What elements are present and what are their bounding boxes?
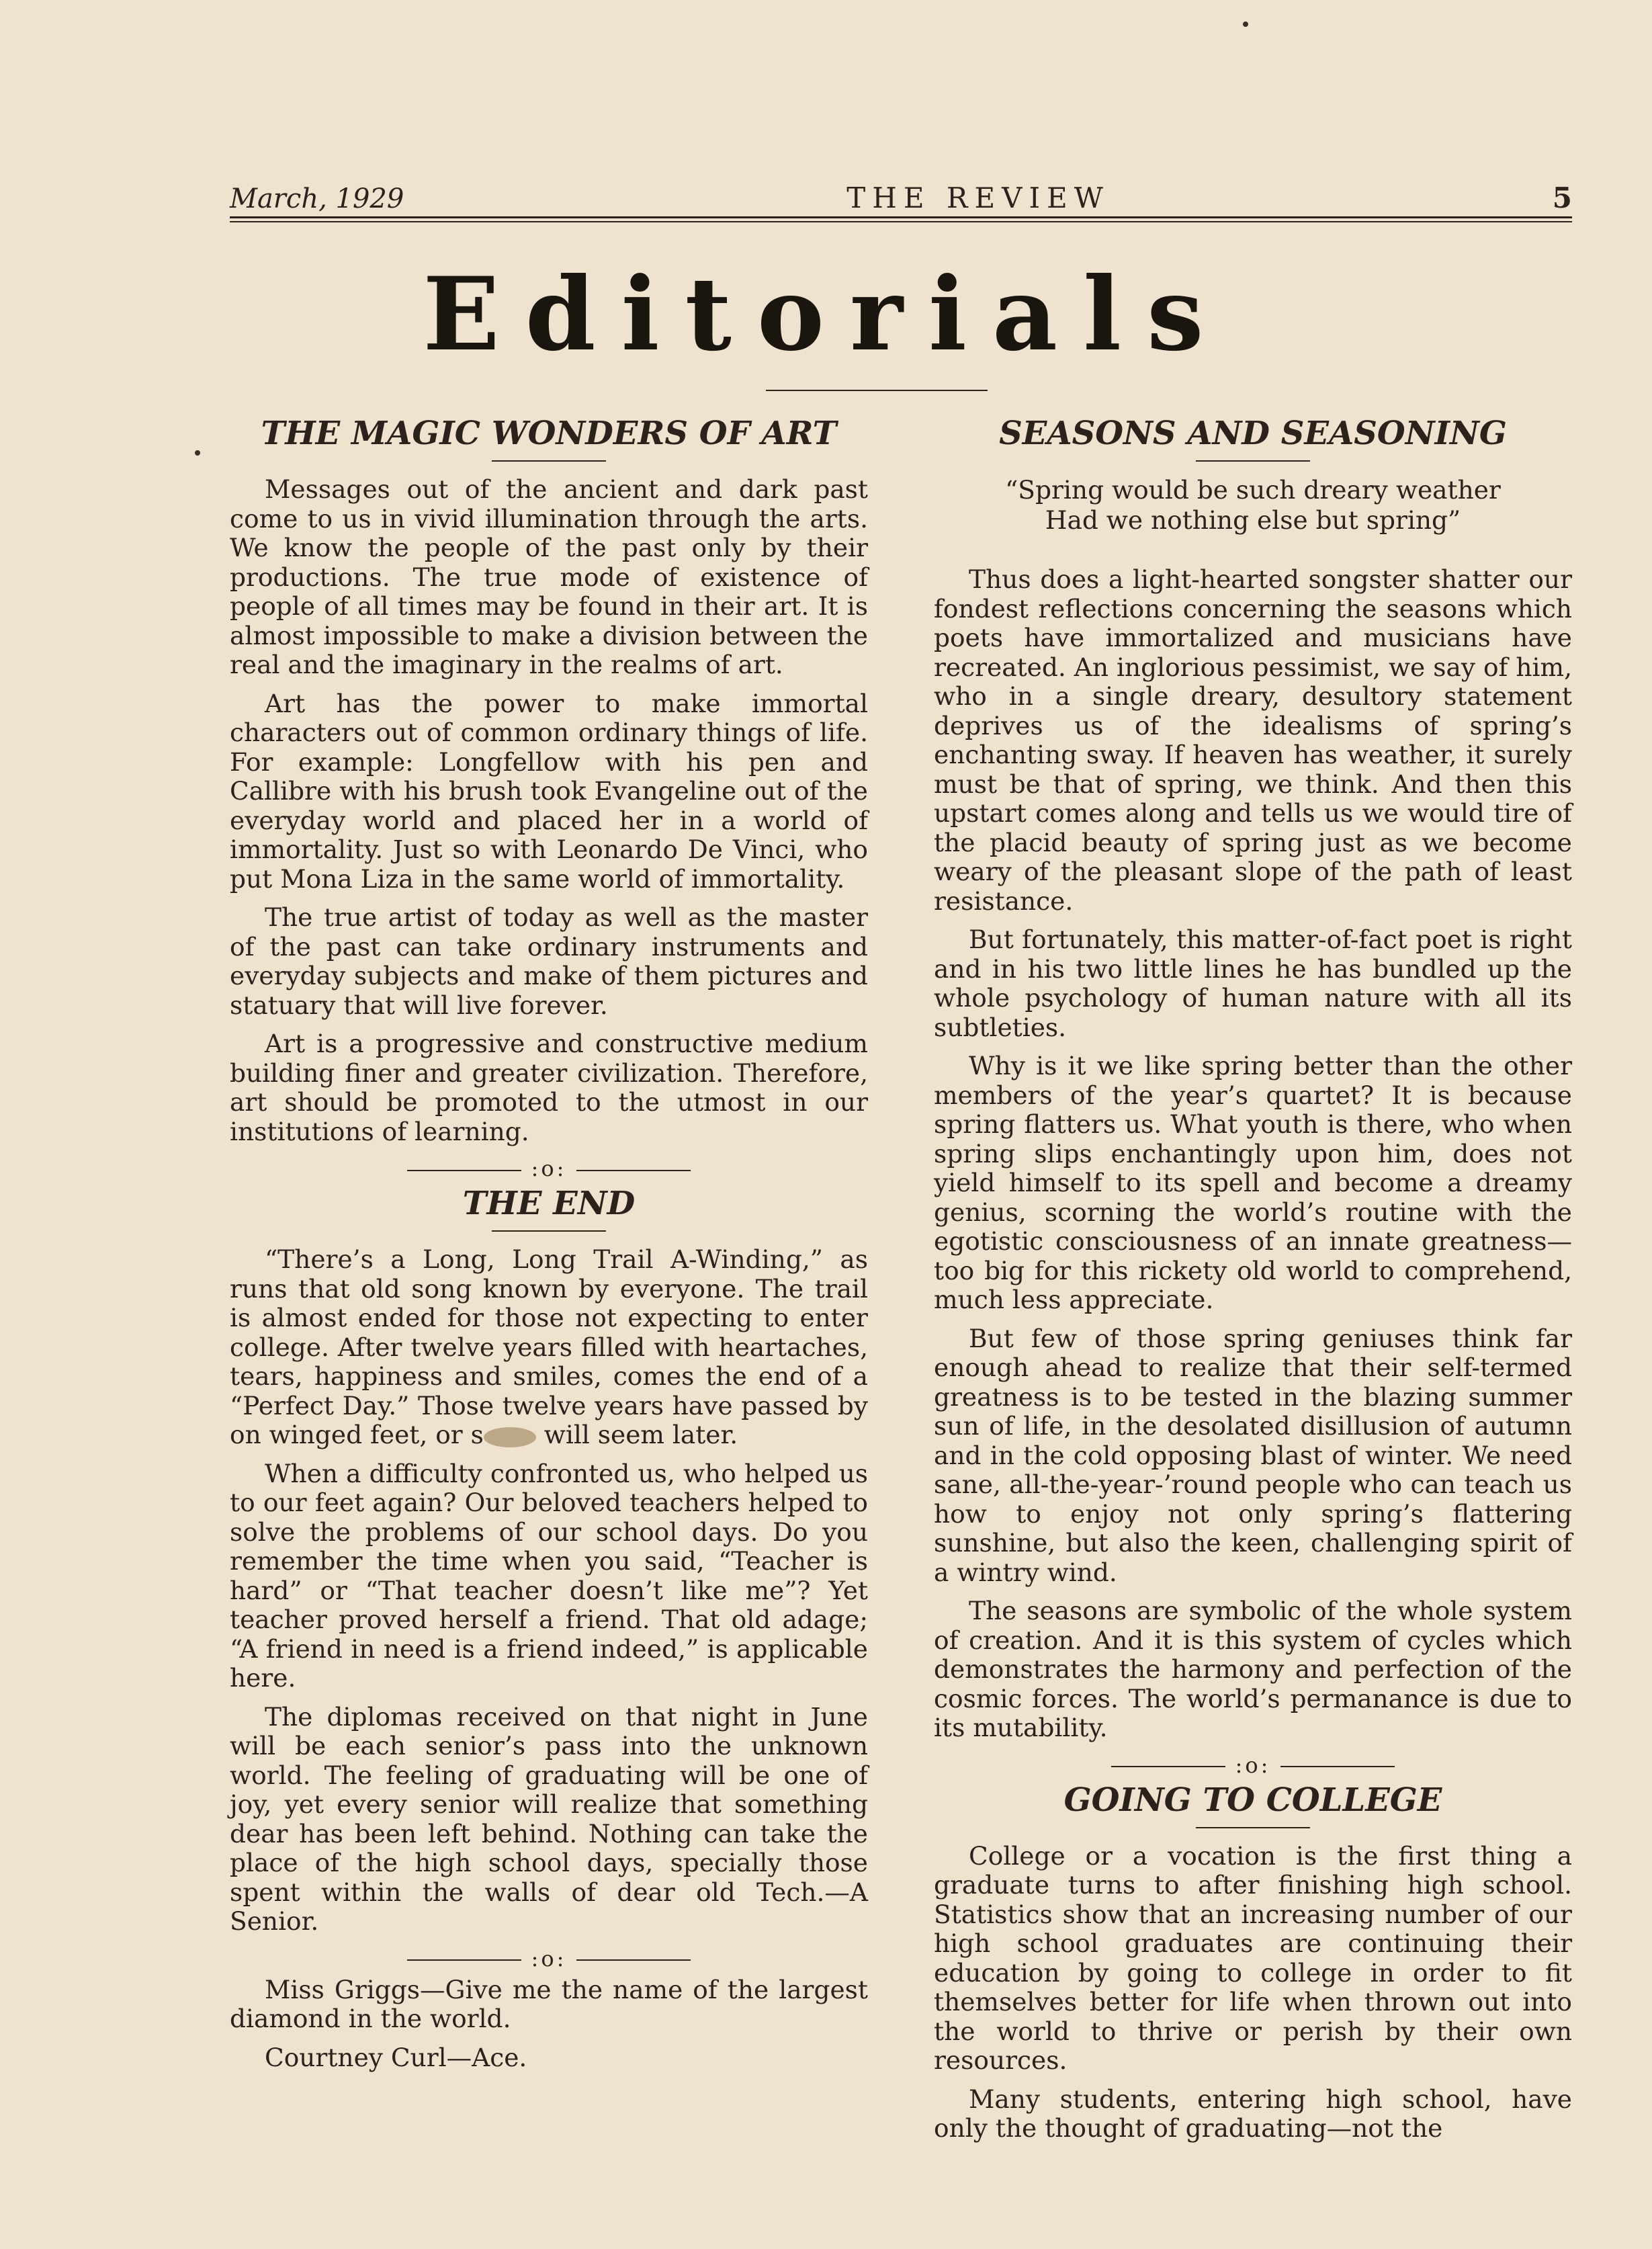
article-paragraph: But fortunately, this matter-of-fact poet is right and in his two little lines he has bundled up the whole psychology of human nature with all its subtleties.	[934, 925, 1572, 1042]
article-paragraph: College or a vocation is the first thing a graduate turns to after finishing high school. Statistics show that an increasing number of our high school graduates are continuing their education by going to college in order to fit themselves better for life when thrown out into the world to thrive or perish by their own resources.	[934, 1840, 1572, 2076]
section-separator	[934, 1752, 1572, 1778]
section-separator	[230, 1946, 868, 1971]
page-header	[230, 171, 1572, 214]
right-column	[934, 415, 1572, 2153]
paragraph-text: “There’s a Long, Long Trail A-Winding,” as runs that old song known by everyone. The trail is almost ended for those not expecting to enter college. After twelve years filled with heartaches, tears, happiness and smiles, comes the end of a “Perfect Day.” Those twelve years have passed by on winged feet, or s	[230, 1244, 868, 1450]
article-title-college: GOING TO COLLEGE	[1063, 1781, 1442, 1819]
article-title-end: THE END	[462, 1185, 636, 1223]
paper-stain	[484, 1427, 536, 1447]
quote-line: Had we nothing else but spring”	[1045, 505, 1461, 536]
article-paragraph: Why is it we like spring better than the other members of the year’s quartet? It is because spring flatters us. What youth is there, who when spring slips enchantingly upon him, does not yield himself to its spell and become a dreamy genius, scorning the world’s routine with the egotistic consciousness of an innate greatness—too big for this rickety old world to comprehend, much less appreciate.	[934, 1051, 1572, 1315]
joke-line: Courtney Curl—Ace.	[265, 2042, 527, 2072]
quote-line: “Spring would be such dreary weather	[1005, 475, 1501, 505]
left-column	[230, 415, 868, 2082]
article-paragraph: The diplomas received on that night in June will be each senior’s pass into the unknown world. The feeling of graduating will be one of joy, yet every senior will realize that something dear has been left behind. Nothing can take the place of the high school days, specially those spent within the walls of dear old Tech.—A Senior.	[230, 1701, 868, 1937]
section-separator	[230, 1156, 868, 1181]
separator-mark: :o:	[531, 1945, 567, 1971]
joke-line: Miss Griggs—Give me the name of the largest diamond in the world.	[230, 1974, 868, 2034]
article-paragraph: Art has the power to make immortal characters out of common ordinary things of life. For example: Longfellow with his pen and Callibre with his brush took Evangeline out of the everyday world and placed her in a world of immortality. Just so with Leonardo De Vinci, who put Mona Liza in the same world of immortality.	[230, 688, 868, 894]
title-rule	[1196, 1827, 1310, 1828]
issue-date: March, 1929	[230, 183, 404, 214]
article-paragraph: When a difficulty confronted us, who helped us to our feet again? Our beloved teachers helped to solve the problems of our school days. Do you remember the time when you said, “Teacher is hard” or “That teacher doesn’t like me”? Yet teacher proved herself a friend. That old adage; “A friend in need is a friend indeed,” is applicable here.	[230, 1458, 868, 1693]
title-rule	[492, 460, 606, 462]
article-title-art: THE MAGIC WONDERS OF ART	[261, 415, 837, 452]
article-paragraph: But few of those spring geniuses think far enough ahead to realize that their self-termed greatness is to be tested in the blazing summer sun of life, in the desolated disillusion of autumn and in the cold opposing blast of winter. We need sane, all-the-year-’round people who can teach us how to enjoy not only spring’s flattering sunshine, but also the keen, challenging spirit of a wintry wind.	[934, 1323, 1572, 1587]
section-masthead: Editorials	[423, 255, 1229, 374]
article-paragraph: The seasons are symbolic of the whole system of creation. And it is this system of cycles which demonstrates the harmony and perfection of the cosmic forces. The world’s permanance is due to its mutability.	[934, 1596, 1572, 1743]
paper-speck	[195, 450, 200, 456]
article-paragraph: Thus does a light-hearted songster shatter our fondest reflections concerning the seasons which poets have immortalized and musicians have recreated. An inglorious pessimist, we say of him, who in a single dreary, desultory statement deprives us of the idealisms of spring’s enchanting sway. If heaven has weather, it surely must be that of spring, we think. And then this upstart comes along and tells us we would tire of the placid beauty of spring just as we become weary of the pleasant slope of the path of least resistance.	[934, 564, 1572, 916]
title-rule	[1196, 460, 1310, 462]
article-paragraph	[230, 1245, 868, 1450]
separator-mark: :o:	[531, 1156, 567, 1182]
header-rule	[230, 216, 1572, 222]
article-paragraph: Messages out of the ancient and dark past come to us in vivid illumination through the arts. We know the people of the past only by their productions. The true mode of existence of people of all times may be found in their art. It is almost impossible to make a division between the real and the imaginary in the realms of art.	[230, 474, 868, 680]
separator-mark: :o:	[1235, 1752, 1271, 1778]
article-title-seasons: SEASONS AND SEASONING	[999, 415, 1507, 452]
paper-speck	[1243, 22, 1248, 27]
article-paragraph: The true artist of today as well as the master of the past can take ordinary instruments and everyday subjects and make of them pictures and statuary that will live forever.	[230, 902, 868, 1020]
title-rule	[492, 1230, 606, 1232]
article-paragraph: Many students, entering high school, have only the thought of graduating—not the	[934, 2084, 1572, 2144]
page-number: 5	[1552, 181, 1572, 214]
publication-name: THE REVIEW	[846, 181, 1110, 214]
paragraph-text: will seem later.	[535, 1420, 738, 1450]
poem-quote	[934, 475, 1572, 536]
masthead-rule	[766, 390, 988, 391]
article-paragraph: Art is a progressive and constructive medium building finer and greater civilization. Therefore, art should be promoted to the utmost in our institutions of learning.	[230, 1029, 868, 1146]
